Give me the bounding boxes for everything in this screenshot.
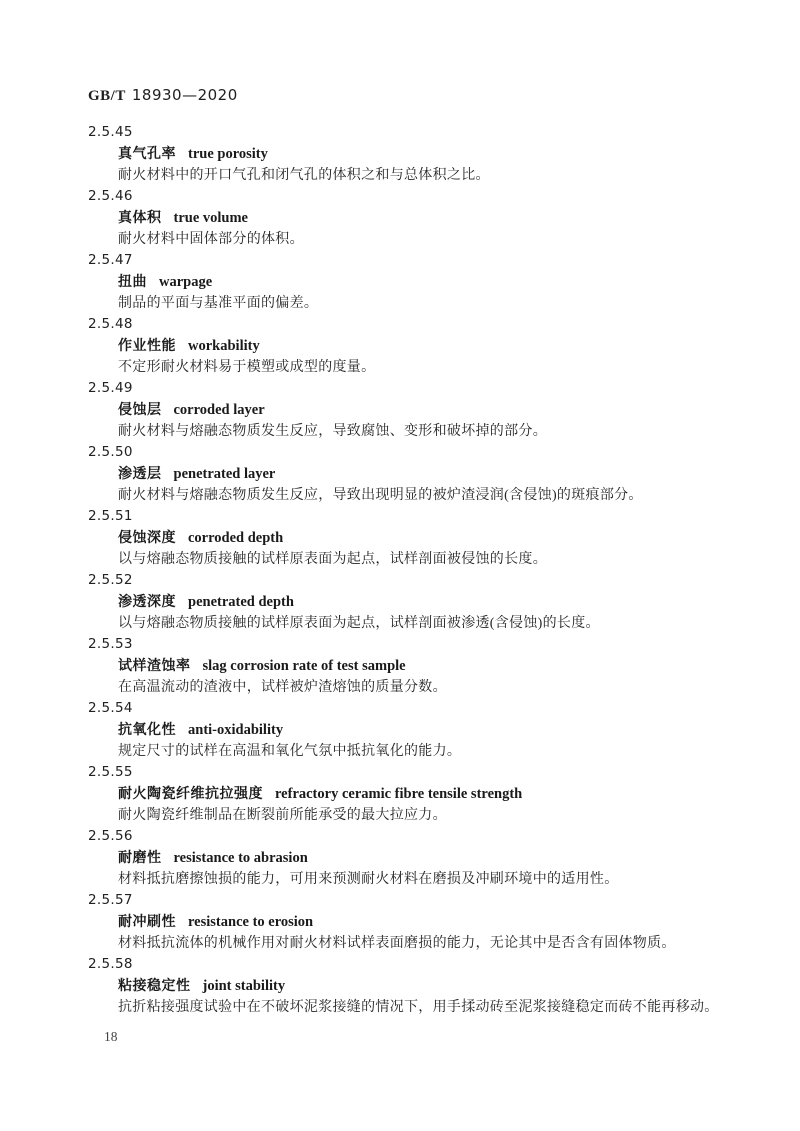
term-entry (0, 826, 800, 890)
term-number: 2.5.46 (88, 188, 133, 204)
term-chinese: 侵蚀深度 (118, 530, 176, 546)
term-number: 2.5.49 (88, 380, 133, 396)
term-definition: 以与熔融态物质接触的试样原表面为起点，试样剖面被渗透(含侵蚀)的长度。 (118, 616, 600, 631)
term-definition: 耐火材料中的开口气孔和闭气孔的体积之和与总体积之比。 (118, 168, 490, 183)
term-entry (0, 762, 800, 826)
term-definition: 耐火材料与熔融态物质发生反应，导致腐蚀、变形和破坏掉的部分。 (118, 424, 547, 439)
term-english: refractory ceramic fibre tensile strength (275, 786, 523, 802)
standard-code: 18930—2020 (131, 86, 238, 104)
term-chinese: 试样渣蚀率 (118, 658, 191, 674)
term-number: 2.5.52 (88, 572, 133, 588)
term-chinese: 耐火陶瓷纤维抗拉强度 (118, 786, 263, 802)
term-chinese: 渗透深度 (118, 594, 176, 610)
term-english: corroded layer (173, 402, 265, 418)
term-line (118, 975, 800, 997)
term-definition: 不定形耐火材料易于模塑或成型的度量。 (118, 360, 376, 375)
term-english: slag corrosion rate of test sample (202, 658, 406, 674)
term-english: resistance to abrasion (173, 850, 308, 866)
term-number: 2.5.51 (88, 508, 133, 524)
term-number: 2.5.58 (88, 956, 133, 972)
term-entry (0, 186, 800, 250)
term-english: joint stability (202, 978, 286, 994)
term-english: true porosity (188, 146, 268, 162)
term-number: 2.5.50 (88, 444, 133, 460)
term-definition: 制品的平面与基准平面的偏差。 (118, 296, 319, 311)
term-number: 2.5.47 (88, 252, 133, 268)
term-definition: 规定尺寸的试样在高温和氧化气氛中抵抗氧化的能力。 (118, 744, 462, 759)
term-line (118, 271, 800, 293)
term-definition: 耐火材料中固体部分的体积。 (118, 232, 304, 247)
term-number: 2.5.53 (88, 636, 133, 652)
term-entry (0, 442, 800, 506)
term-english: penetrated layer (173, 466, 276, 482)
term-definition: 抗折粘接强度试验中在不破坏泥浆接缝的情况下，用手揉动砖至泥浆接缝稳定而砖不能再移动。 (118, 1000, 719, 1015)
term-entry (0, 378, 800, 442)
term-line (118, 911, 800, 933)
term-line (118, 527, 800, 549)
term-line (118, 207, 800, 229)
term-english: resistance to erosion (188, 914, 314, 930)
term-line (118, 847, 800, 869)
term-number: 2.5.45 (88, 124, 133, 140)
document-header (88, 85, 238, 107)
term-definition: 材料抵抗磨擦蚀损的能力，可用来预测耐火材料在磨损及冲刷环境中的适用性。 (118, 872, 619, 887)
term-english: corroded depth (188, 530, 284, 546)
term-entry (0, 954, 800, 1018)
term-definition: 耐火陶瓷纤维制品在断裂前所能承受的最大拉应力。 (118, 808, 447, 823)
term-english: true volume (173, 210, 248, 226)
term-number: 2.5.48 (88, 316, 133, 332)
term-number: 2.5.55 (88, 764, 133, 780)
term-line (118, 399, 800, 421)
term-chinese: 作业性能 (118, 338, 176, 354)
term-line (118, 719, 800, 741)
term-entry (0, 890, 800, 954)
term-chinese: 渗透层 (118, 466, 162, 482)
term-line (118, 463, 800, 485)
term-definition: 耐火材料与熔融态物质发生反应，导致出现明显的被炉渣浸润(含侵蚀)的斑痕部分。 (118, 488, 643, 503)
term-line (118, 143, 800, 165)
term-chinese: 粘接稳定性 (118, 978, 191, 994)
term-chinese: 侵蚀层 (118, 402, 162, 418)
term-chinese: 抗氧化性 (118, 722, 176, 738)
term-line (118, 591, 800, 613)
term-entry (0, 314, 800, 378)
standard-prefix: GB/T (88, 88, 126, 104)
page-footer (104, 1028, 118, 1046)
term-chinese: 真体积 (118, 210, 162, 226)
term-line (118, 655, 800, 677)
term-entry (0, 634, 800, 698)
term-definition: 以与熔融态物质接触的试样原表面为起点，试样剖面被侵蚀的长度。 (118, 552, 547, 567)
term-number: 2.5.57 (88, 892, 133, 908)
term-chinese: 扭曲 (118, 274, 147, 290)
term-english: warpage (159, 274, 213, 290)
term-entry (0, 250, 800, 314)
term-entry (0, 506, 800, 570)
term-english: anti-oxidability (188, 722, 284, 738)
term-english: workability (188, 338, 260, 354)
term-entry (0, 570, 800, 634)
term-definition: 材料抵抗流体的机械作用对耐火材料试样表面磨损的能力，无论其中是否含有固体物质。 (118, 936, 676, 951)
term-english: penetrated depth (188, 594, 294, 610)
term-chinese: 真气孔率 (118, 146, 176, 162)
term-number: 2.5.54 (88, 700, 133, 716)
term-entry (0, 122, 800, 186)
term-number: 2.5.56 (88, 828, 133, 844)
term-definition: 在高温流动的渣液中，试样被炉渣熔蚀的质量分数。 (118, 680, 447, 695)
terms-list (0, 122, 800, 1018)
term-entry (0, 698, 800, 762)
term-chinese: 耐磨性 (118, 850, 162, 866)
term-line (118, 335, 800, 357)
term-chinese: 耐冲刷性 (118, 914, 176, 930)
page-number: 18 (104, 1029, 118, 1044)
term-line (118, 783, 800, 805)
